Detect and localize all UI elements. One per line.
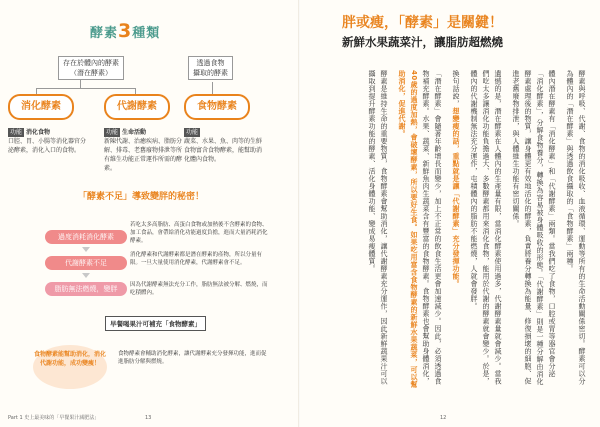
left-title: 酵素3種類	[90, 20, 161, 42]
result-desc: 食物酵素會輔助消化酵素，讓代謝酵素充分發揮功能，進而促進脂肪分解與燃燒。	[118, 351, 267, 365]
func-metabolic: 功能 生命活動 新陳代謝、治癒疾病、脂肪分解、排毒、老舊廢物排泄等所有維生功能正常運作所需的酵素。	[104, 129, 183, 172]
step-3-pill: 脂肪無法燃燒，變胖	[45, 282, 127, 296]
breakfast-juice-note: 早餐喝果汁可補充「食物酵素」	[105, 316, 206, 331]
step-3-desc: 因為代謝酵素無法充分工作，脂肪無法被分解、燃燒，而吃積體內。	[130, 282, 268, 296]
footer-part: Part 1 史上最美味的「早餐果汁減肥法」	[8, 415, 100, 421]
func-food: 功能 蔬菜、水果、魚、肉等的生鮮食物富含食物酵素，能幫助消化體內食物。	[184, 129, 263, 163]
page-number-right: 12	[440, 415, 447, 421]
body-paragraph: 換句話說，想變瘦的話，重點就是讓「代謝酵素」充分發揮功能。	[452, 70, 460, 288]
result-circle: 食物酵素能幫助消化，消化代謝功能，成功變瘦！	[33, 345, 107, 389]
highlight-text: 想變瘦的話，重點就是讓「代謝酵素」充分發揮功能。	[452, 107, 460, 288]
existing-enzyme-label: 存在於體內的酵素 （潛在酵素）	[58, 56, 124, 80]
highlight-text: 40歲的過度加熱，會破壞酵素，所以要好生食。如果吃用富含食物酵素的新鮮水果蔬菜，可以幫助消化，促進代謝。	[398, 70, 418, 389]
body-paragraph: 體內潛在酵素有「消化酵素」和「代謝酵素」兩類。當我們吃了食物，口腔或胃等器官會分泌「消化酵素」，分解食物養分，轉換為容易被身體吸收的形態。「代謝酵素」則是一種分解由消化酵素處理後的物質，讓身體更有效地活化的酵素，負責將養分轉換為能量、修復損壞的細胞、促進老舊廢物排泄，與人體維生功能有密切關係。	[512, 70, 556, 386]
left-page	[0, 0, 299, 427]
step-2-pill: 代謝酵素不足	[45, 256, 127, 270]
page-number-left: 13	[145, 415, 152, 421]
body-paragraph: 酵素與呼吸、代謝、食物的消化吸收、血液循環、運動等所有的生命活動關係密切。酵素可以分為體內的「潛在酵素」與透過飲食攝取的「食物酵素」兩種。	[566, 70, 586, 385]
right-title: 胖或瘦，「酵素」是關鍵！	[342, 15, 503, 31]
right-page	[300, 0, 600, 427]
food-enzyme-oval: 食物酵素	[184, 94, 250, 120]
external-enzyme-label: 透過食物 攝取的酵素	[188, 56, 233, 80]
section-title: 「酵素不足」導致變胖的秘密！	[78, 192, 205, 202]
digestive-enzyme-oval: 消化酵素	[8, 94, 74, 120]
body-text	[338, 70, 588, 390]
metabolic-enzyme-oval: 代謝酵素	[104, 94, 170, 120]
step-2-desc: 消化酵素和代謝酵素都是潛在酵素的產物，所以分量有限。一旦大量使用消化酵素，代謝酵素會不足。	[130, 252, 263, 266]
func-digestive: 功能 消化食物 口腔、胃、小腸等消化器官分泌酵素，消化入口的食物。	[8, 129, 87, 154]
step-1-pill: 過度消耗消化酵素	[45, 230, 127, 244]
body-paragraph: 遺憾的是，潛在酵素在人體內的生產量有限，當消化酵素使用過多，代謝酵素量就會減少。當我們吃太多讓消化功能負擔過大、多數酵素都用來消化食物，能用於代謝的酵素就會變少。於是，體內的代謝機制無法充分運作，屯積體內的脂肪不能燃燒，人就會發胖。	[470, 70, 502, 385]
body-paragraph: 酵素是維持生命的重要物質，食物酵素會幫助消化，讓代謝酵素充分運作，因此新鮮蔬果汁可以攝取到提升酵素功能的酵素、活化身體功能、變成易瘦體質。	[368, 70, 388, 385]
right-subtitle: 新鮮水果蔬菜汁，讓脂肪超燃燒	[342, 35, 503, 49]
step-1-desc: 若吃太多高脂肪、高蛋白食物或加熱後不含酵素的食物、加工食品，會帶給消化功能過度負擔，進而大量消耗消化酵素。	[130, 222, 268, 244]
body-paragraph: 「潛在酵素」會隨著年齡增長而變少，加上不正常的飲食生活更會加速減少。因此，必須透過食物補充酵素。水果、蔬菜、新鮮魚肉生蔬菜含有豐富的食物酵素。食物酵素也會幫助身體消化，40歲的過度加熱，會破壞酵素，所以要好生食。如果吃用富含食物酵素的新鮮水果蔬菜，可以幫助消化，促進代謝。	[398, 70, 442, 389]
